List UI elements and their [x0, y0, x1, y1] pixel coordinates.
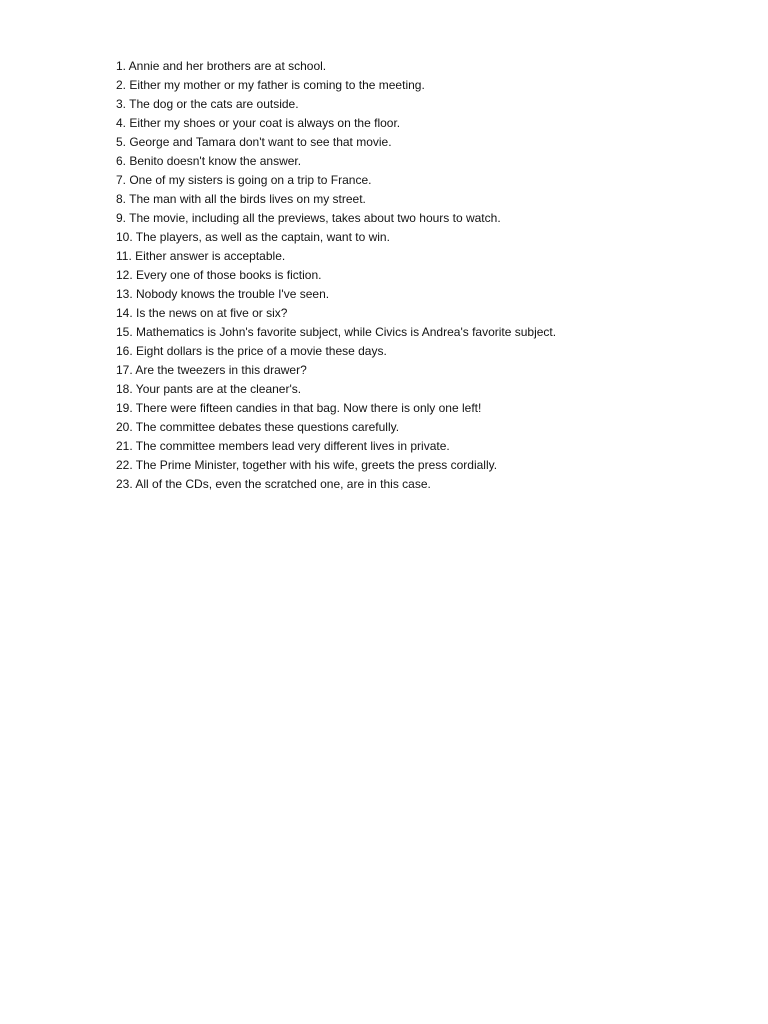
sentence-item: 15. Mathematics is John's favorite subject, while Civics is Andrea's favorite subject. [116, 325, 557, 339]
sentence-item: 19. There were fifteen candies in that bag. Now there is only one left! [116, 401, 482, 415]
sentence-item: 13. Nobody knows the trouble I've seen. [116, 287, 330, 301]
sentence-list [116, 57, 736, 494]
sentence-item: 4. Either my shoes or your coat is always on the floor. [116, 116, 401, 130]
sentence-item: 18. Your pants are at the cleaner's. [116, 382, 302, 396]
sentence-item: 8. The man with all the birds lives on my street. [116, 192, 366, 206]
sentence-item: 14. Is the news on at five or six? [116, 306, 288, 320]
sentence-item: 21. The committee members lead very different lives in private. [116, 439, 450, 453]
sentence-item: 3. The dog or the cats are outside. [116, 97, 299, 111]
sentence-item: 5. George and Tamara don't want to see that movie. [116, 135, 392, 149]
sentence-item: 23. All of the CDs, even the scratched one, are in this case. [116, 477, 431, 491]
sentence-item: 11. Either answer is acceptable. [116, 249, 286, 263]
sentence-item: 17. Are the tweezers in this drawer? [116, 363, 307, 377]
sentence-item: 9. The movie, including all the previews, takes about two hours to watch. [116, 211, 501, 225]
sentence-item: 12. Every one of those books is fiction. [116, 268, 322, 282]
sentence-item: 6. Benito doesn't know the answer. [116, 154, 302, 168]
sentence-item: 7. One of my sisters is going on a trip to France. [116, 173, 372, 187]
sentence-item: 22. The Prime Minister, together with his wife, greets the press cordially. [116, 458, 498, 472]
sentence-item: 1. Annie and her brothers are at school. [116, 59, 327, 73]
sentence-item: 16. Eight dollars is the price of a movie these days. [116, 344, 387, 358]
sentence-item: 2. Either my mother or my father is coming to the meeting. [116, 78, 425, 92]
sentence-item: 10. The players, as well as the captain, want to win. [116, 230, 390, 244]
sentence-item: 20. The committee debates these questions carefully. [116, 420, 400, 434]
